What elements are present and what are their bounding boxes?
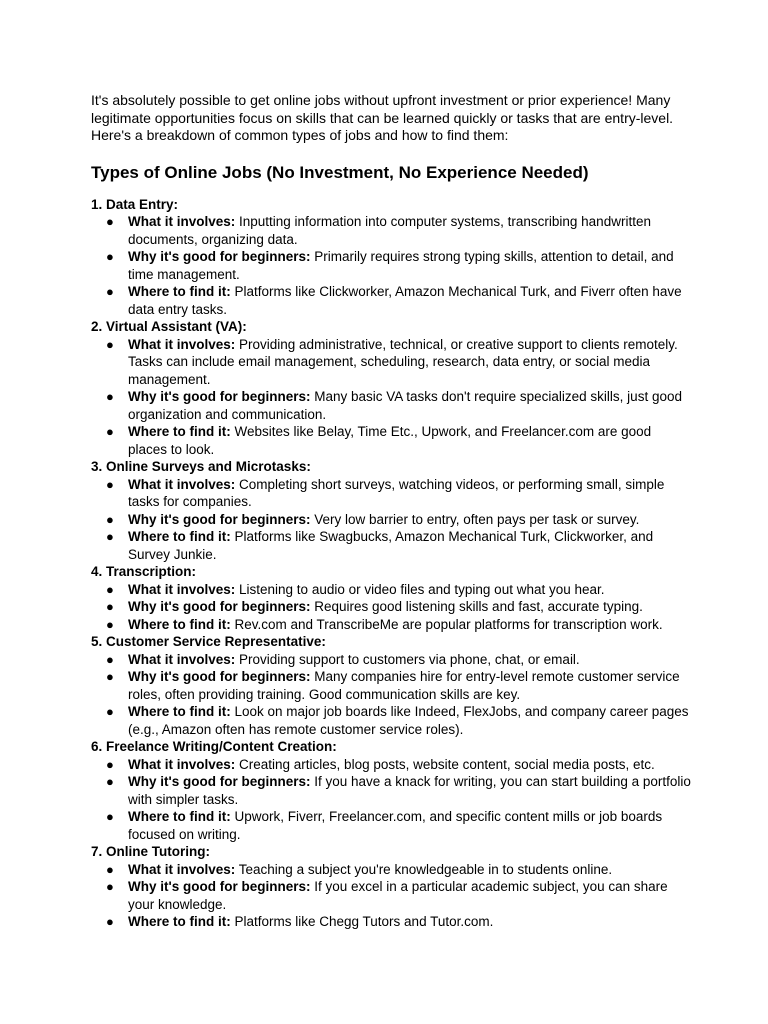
detail-text: Platforms like Chegg Tutors and Tutor.com. <box>230 914 494 929</box>
section-heading: Types of Online Jobs (No Investment, No Experience Needed) <box>91 162 589 182</box>
bullet-icon: ● <box>106 214 114 229</box>
job-type-list <box>91 196 691 931</box>
detail-label: What it involves: <box>128 336 236 352</box>
detail-item <box>91 773 691 808</box>
job-item <box>91 738 691 843</box>
detail-item <box>91 248 691 283</box>
bullet-icon: ● <box>106 809 114 824</box>
detail-label: Where to find it: <box>128 284 231 299</box>
detail-text: Platforms like Clickworker, Amazon Mechanical Turk, and Fiverr often have data entry tasks. <box>128 284 682 317</box>
detail-text: Providing support to customers via phone, chat, or email. <box>235 651 580 667</box>
job-title: 2. Virtual Assistant (VA): <box>91 319 247 334</box>
document-page <box>91 92 691 931</box>
bullet-icon: ● <box>106 651 114 667</box>
job-details <box>91 213 691 318</box>
detail-text: Creating articles, blog posts, website content, social media posts, etc. <box>235 756 655 772</box>
detail-label: Where to find it: <box>128 914 231 929</box>
detail-text: Requires good listening skills and fast, accurate typing. <box>310 599 643 614</box>
bullet-icon: ● <box>106 581 114 597</box>
bullet-icon: ● <box>106 476 114 492</box>
detail-item <box>91 913 691 931</box>
bullet-icon: ● <box>106 249 114 264</box>
detail-item <box>91 423 691 458</box>
detail-item <box>91 878 691 913</box>
detail-label: What it involves: <box>128 214 236 229</box>
job-title: 7. Online Tutoring: <box>91 844 210 859</box>
detail-label: Why it's good for beginners: <box>128 669 311 684</box>
detail-label: Why it's good for beginners: <box>128 879 311 894</box>
detail-text: Upwork, Fiverr, Freelancer.com, and specific content mills or job boards focused on writing. <box>128 809 663 842</box>
bullet-icon: ● <box>106 284 114 299</box>
bullet-icon: ● <box>106 616 114 632</box>
job-details <box>91 581 691 634</box>
job-details <box>91 861 691 931</box>
job-item <box>91 563 691 633</box>
detail-label: What it involves: <box>128 756 236 772</box>
detail-text: Inputting information into computer systems, transcribing handwritten documents, organizing data. <box>128 214 651 247</box>
detail-label: What it involves: <box>128 651 236 667</box>
job-title: 6. Freelance Writing/Content Creation: <box>91 739 337 754</box>
job-item <box>91 458 691 563</box>
detail-text: Many companies hire for entry-level remote customer service roles, often providing training. Good communication skills are key. <box>128 669 680 702</box>
detail-label: Why it's good for beginners: <box>128 774 311 789</box>
detail-text: If you have a knack for writing, you can start building a portfolio with simpler tasks. <box>128 774 691 807</box>
bullet-icon: ● <box>106 511 114 527</box>
detail-text: Rev.com and TranscribeMe are popular platforms for transcription work. <box>230 616 663 632</box>
detail-item <box>91 616 691 634</box>
detail-item <box>91 756 691 774</box>
detail-label: Why it's good for beginners: <box>128 249 311 264</box>
detail-item <box>91 388 691 423</box>
detail-item <box>91 336 691 389</box>
detail-label: Where to find it: <box>128 424 231 439</box>
detail-label: Where to find it: <box>128 616 231 632</box>
bullet-icon: ● <box>106 774 114 789</box>
detail-item <box>91 511 691 529</box>
job-item <box>91 196 691 319</box>
detail-label: Where to find it: <box>128 529 231 544</box>
job-title: 4. Transcription: <box>91 564 197 579</box>
detail-item <box>91 528 691 563</box>
detail-text: If you excel in a particular academic subject, you can share your knowledge. <box>128 879 668 912</box>
bullet-icon: ● <box>106 704 114 719</box>
job-title: 1. Data Entry: <box>91 196 179 212</box>
detail-label: Where to find it: <box>128 704 231 719</box>
detail-item <box>91 808 691 843</box>
job-item <box>91 843 691 931</box>
bullet-icon: ● <box>106 389 114 404</box>
detail-label: What it involves: <box>128 581 236 597</box>
detail-item <box>91 703 691 738</box>
detail-text: Listening to audio or video files and typing out what you hear. <box>235 581 605 597</box>
bullet-icon: ● <box>106 879 114 894</box>
detail-label: Why it's good for beginners: <box>128 389 311 404</box>
detail-text: Platforms like Swagbucks, Amazon Mechanical Turk, Clickworker, and Survey Junkie. <box>128 529 654 562</box>
detail-item <box>91 213 691 248</box>
bullet-icon: ● <box>106 424 114 439</box>
detail-label: What it involves: <box>128 861 236 877</box>
detail-label: Where to find it: <box>128 809 231 824</box>
bullet-icon: ● <box>106 336 114 352</box>
job-item <box>91 633 691 738</box>
detail-item <box>91 668 691 703</box>
detail-label: Why it's good for beginners: <box>128 599 311 614</box>
detail-label: Why it's good for beginners: <box>128 511 311 527</box>
detail-item <box>91 581 691 599</box>
detail-text: Look on major job boards like Indeed, FlexJobs, and company career pages (e.g., Amazon often has remote customer service roles). <box>128 704 689 737</box>
detail-item <box>91 283 691 318</box>
detail-item <box>91 651 691 669</box>
bullet-icon: ● <box>106 669 114 684</box>
detail-label: What it involves: <box>128 476 236 492</box>
job-title: 3. Online Surveys and Microtasks: <box>91 459 311 474</box>
detail-text: Primarily requires strong typing skills, attention to detail, and time management. <box>128 249 674 282</box>
detail-text: Teaching a subject you're knowledgeable in to students online. <box>235 861 613 877</box>
bullet-icon: ● <box>106 861 114 877</box>
job-details <box>91 756 691 844</box>
detail-text: Completing short surveys, watching videos, or performing small, simple tasks for companies. <box>128 476 665 509</box>
detail-item <box>91 598 691 616</box>
bullet-icon: ● <box>106 529 114 544</box>
detail-text: Very low barrier to entry, often pays per task or survey. <box>310 511 640 527</box>
detail-text: Many basic VA tasks don't require specialized skills, just good organization and communication. <box>128 389 682 422</box>
bullet-icon: ● <box>106 599 114 614</box>
job-title: 5. Customer Service Representative: <box>91 634 326 649</box>
job-details <box>91 476 691 564</box>
intro-paragraph: It's absolutely possible to get online jobs without upfront investment or prior experience! Many legitimate opportunities focus on skills that can be learned quickly or tasks that are entry-level. Here's a breakdown of common types of jobs and how to find them: <box>91 92 674 143</box>
detail-item <box>91 476 691 511</box>
job-item <box>91 318 691 458</box>
bullet-icon: ● <box>106 756 114 772</box>
job-details <box>91 651 691 739</box>
detail-item <box>91 861 691 879</box>
job-details <box>91 336 691 459</box>
detail-text: Websites like Belay, Time Etc., Upwork, and Freelancer.com are good places to look. <box>128 424 652 457</box>
detail-text: Providing administrative, technical, or creative support to clients remotely. Tasks can include email management, scheduling, research, data entry, or social media management. <box>128 336 678 387</box>
bullet-icon: ● <box>106 914 114 929</box>
